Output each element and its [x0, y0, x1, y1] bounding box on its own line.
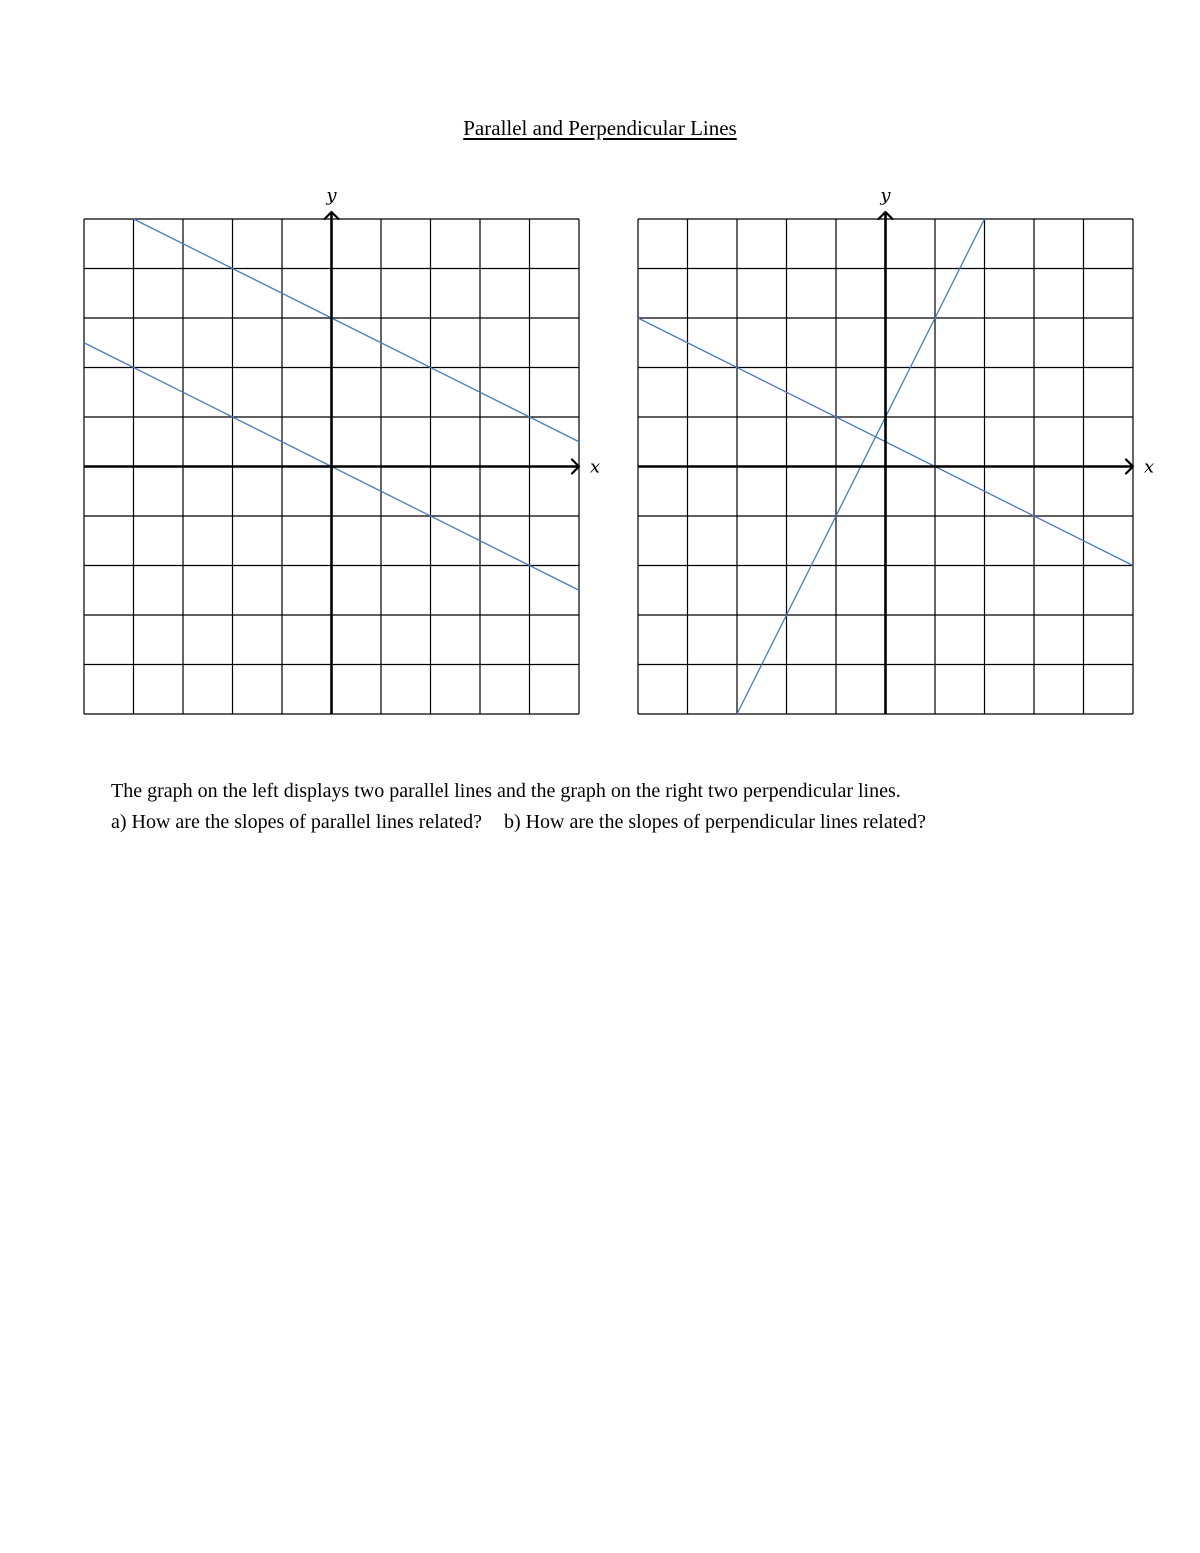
- y-axis-label: y: [326, 185, 337, 206]
- x-axis-label: x: [1144, 456, 1155, 478]
- question-line: [111, 807, 926, 838]
- perpendicular-lines-plot: [614, 185, 1155, 730]
- parallel-lines-plot: [60, 185, 601, 730]
- graph-line: [134, 219, 580, 442]
- question-b: b) How are the slopes of perpendicular lines related?: [503, 811, 927, 833]
- perpendicular-lines-graph: [614, 185, 1155, 730]
- intro-text: The graph on the left displays two parallel lines and the graph on the right two perpendicular lines.: [111, 780, 901, 802]
- question-a: a) How are the slopes of parallel lines related?: [111, 811, 482, 833]
- x-axis-label: x: [590, 456, 601, 478]
- parallel-lines-graph: [60, 185, 601, 730]
- page-title: Parallel and Perpendicular Lines: [463, 116, 737, 140]
- question-block: [111, 776, 926, 838]
- y-axis-label: y: [880, 185, 891, 206]
